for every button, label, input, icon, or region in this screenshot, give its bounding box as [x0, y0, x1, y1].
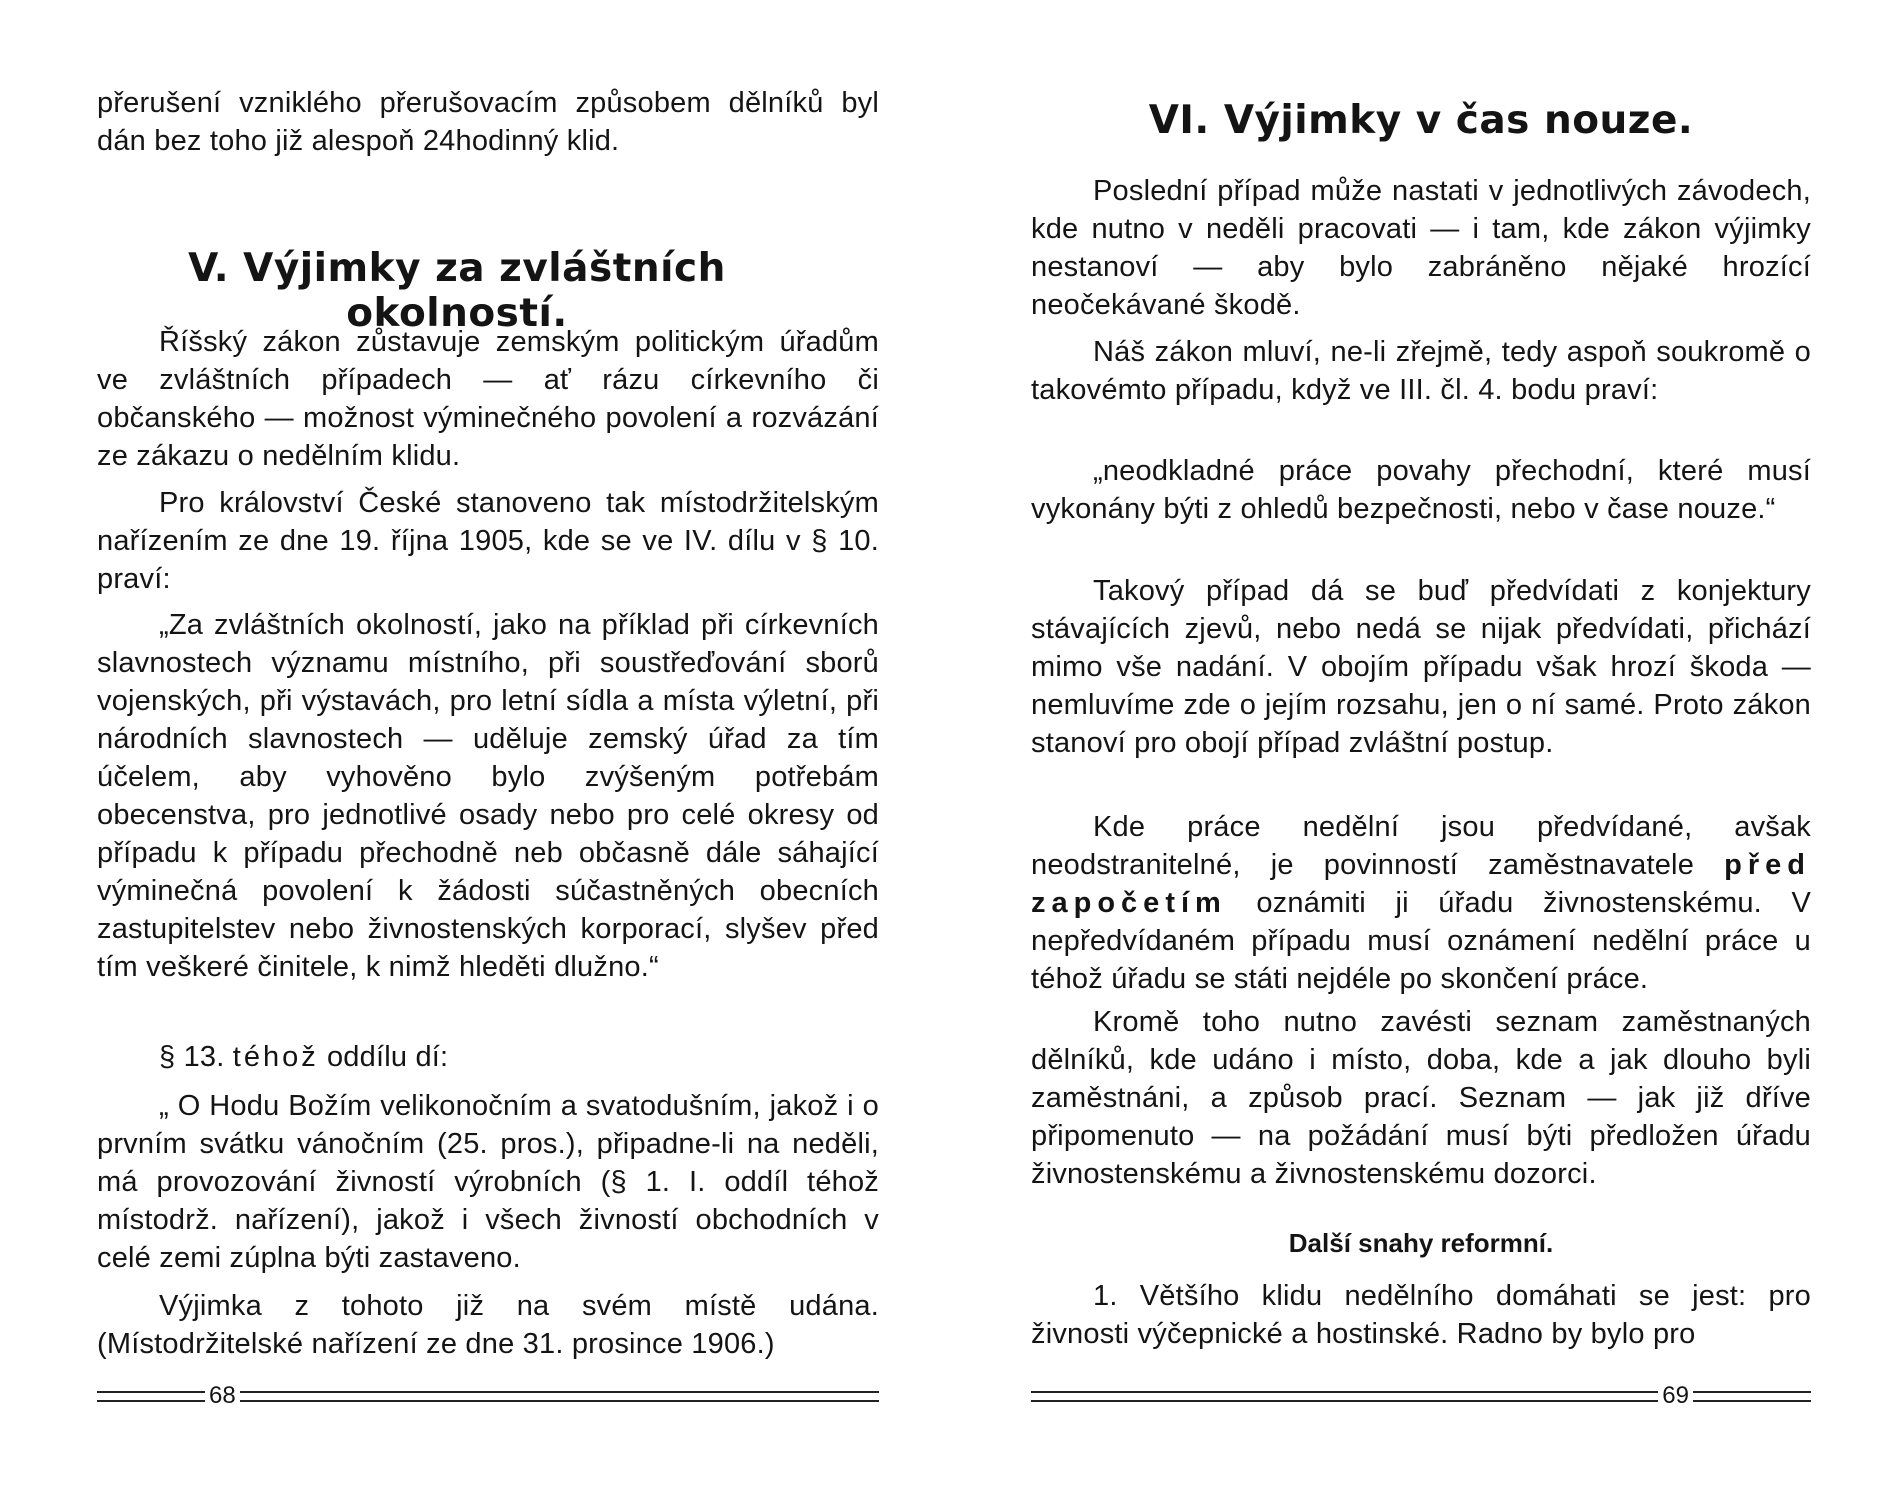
page-number-left: 68: [209, 1382, 236, 1409]
left-paragraph-7: Výjimka z tohoto již na svém místě udána. (Místodržitelské nařízení ze dne 31. prosince 1906.): [97, 1290, 879, 1360]
right-paragraph-2: Náš zákon mluví, ne-li zřejmě, tedy aspoň soukromě o takovémto případu, když ve III. čl. 4. bodu praví:: [1031, 336, 1811, 406]
spaced-emphasis: před započetím: [1031, 849, 1811, 919]
right-page-footer: [1031, 1384, 1811, 1408]
right-section-heading: VI. Výjimky v čas nouze.: [1148, 98, 1694, 143]
right-paragraph-5: [1031, 808, 1811, 998]
right-paragraph-4: Takový případ dá se buď předvídati z konjektury stávajících zjevů, nebo nedá se nijak předvídati, přichází mimo vše nadání. V obojím případu však hrozí škoda — nemluvíme zde o jejím rozsahu, jen o ní samé. Proto zákon stanoví pro obojí případ zvláštní postup.: [1031, 575, 1811, 759]
left-page-footer: [97, 1384, 879, 1408]
footer-rule-right: [1693, 1391, 1811, 1402]
paragraph-5-start: Kde práce nedělní jsou předvídané, avšak neodstranitelné, je povinností zaměstnavatele: [1031, 811, 1811, 881]
left-quote-1: „Za zvláštních okolností, jako na příklad při církevních slavnostech významu místního, při soustřeďování sborů vojenských, při výstavách, pro letní sídla a místa výletní, při národních slavnostech — uděluje zemský úřad za tím účelem, aby vyhověno bylo zvýšeným potřebám obecenstva, pro jednotlivé osady nebo pro celé okresy od případu k případu přechodně neb občasně dále sáhající výminečná povolení k žádosti súčastněných obecních zastupitelstev nebo živnostenských korporací, slyšev před tím veškeré činitele, k nimž hleděti dlužno.“: [97, 609, 879, 983]
section-ref-suffix: oddílu dí:: [318, 1041, 449, 1073]
left-paragraph-continuation: přerušení vzniklého přerušovacím způsobem dělníků byl dán bez toho již alespoň 24hodinný klid.: [97, 87, 879, 157]
right-subheading: Další snahy reformní.: [1288, 1228, 1554, 1258]
right-quote: „neodkladné práce povahy přechodní, které musí vykonány býti z ohledů bezpečnosti, nebo v čase nouze.“: [1031, 455, 1811, 525]
footer-rule-right: [240, 1391, 879, 1402]
left-page: [97, 0, 879, 1500]
left-paragraph-5: [97, 1038, 879, 1076]
left-section-heading: V. Výjimky za zvláštních okolností.: [188, 246, 726, 336]
page-number-right: 69: [1662, 1382, 1689, 1409]
footer-rule-left: [1031, 1391, 1658, 1402]
paragraph-5-end: oznámiti ji úřadu živnostenskému. V nepředvídaném případu musí oznámení nedělní práce u téhož úřadu se státi nejdéle po skončení práce.: [1031, 887, 1811, 995]
right-page: [1031, 0, 1811, 1500]
section-ref: § 13.: [159, 1041, 233, 1073]
footer-rule-left: [97, 1391, 205, 1402]
spaced-word: téhož: [232, 1041, 319, 1073]
left-paragraph-3: Pro království České stanoveno tak místodržitelským nařízením ze dne 19. října 1905, kde se ve IV. dílu v § 10. praví:: [97, 487, 879, 595]
right-paragraph-7: 1. Většího klidu nedělního domáhati se jest: pro živnosti výčepnické a hostinské. Radno by bylo pro: [1031, 1280, 1811, 1350]
left-quote-2: „ O Hodu Božím velikonočním a svatodušním, jakož i o prvním svátku vánočním (25. pros.), připadne-li na neděli, má provozování živností výrobních (§ 1. I. oddíl téhož místodrž. nařízení), jakož i všech živností obchodních v celé zemi zúplna býti zastaveno.: [97, 1090, 879, 1274]
right-paragraph-1: Poslední případ může nastati v jednotlivých závodech, kde nutno v neděli pracovati — i tam, kde zákon výjimky nestanoví — aby bylo zabráněno nějaké hrozící neočekávané škodě.: [1031, 175, 1811, 321]
left-paragraph-2: Říšský zákon zůstavuje zemským politickým úřadům ve zvláštních případech — ať rázu církevního či občanského — možnost výminečného povolení a rozvázání ze zákazu o nedělním klidu.: [97, 326, 879, 472]
right-paragraph-6: Kromě toho nutno zavésti seznam zaměstnaných dělníků, kde udáno i místo, doba, kde a jak dlouho byli zaměstnáni, a způsob prací. Seznam — jak již dříve připomenuto — na požádání musí býti předložen úřadu živnostenskému a živnostenskému dozorci.: [1031, 1006, 1811, 1190]
